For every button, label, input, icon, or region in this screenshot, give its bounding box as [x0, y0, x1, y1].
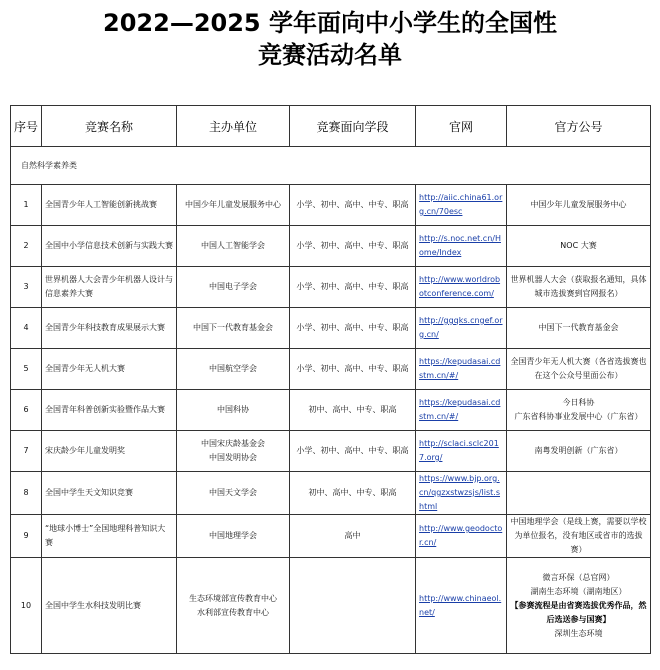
table-row — [11, 308, 651, 349]
competition-name: 全国青少年科技教育成果展示大赛 — [42, 308, 177, 349]
table-row — [11, 267, 651, 308]
official-account: NOC 大赛 — [507, 226, 651, 267]
row-number: 4 — [11, 308, 42, 349]
website-link[interactable]: https://kepudasai.cdstm.cn/#/ — [419, 357, 501, 380]
organizer: 中国人工智能学会 — [177, 226, 290, 267]
official-account — [507, 390, 651, 431]
organizer: 中国地理学会 — [177, 515, 290, 558]
website-link[interactable]: http://aiic.china61.org.cn/70esc — [419, 193, 503, 216]
organizer — [177, 558, 290, 654]
stage: 小学、初中、高中、中专、职高 — [290, 431, 416, 472]
official-account: 中国少年儿童发展服务中心 — [507, 185, 651, 226]
account-line: 今日科协 — [562, 398, 595, 407]
website-cell — [416, 558, 507, 654]
account-line: 深圳生态环境 — [554, 628, 603, 638]
organizer-line: 生态环境部宣传教育中心 — [189, 593, 277, 603]
header-account: 官方公号 — [507, 106, 651, 147]
document-title-line2: 竞赛活动名单 — [258, 41, 402, 69]
website-link[interactable]: http://www.geodoctor.cn/ — [419, 524, 503, 547]
official-account: 中国地理学会（是线上赛，需要以学校为单位报名，没有地区或省市的选拔赛） — [507, 515, 651, 558]
website-link[interactable]: http://www.worldrobotconference.com/ — [419, 275, 501, 298]
header-name: 竞赛名称 — [42, 106, 177, 147]
organizer — [177, 431, 290, 472]
organizer-line: 中国发明协会 — [209, 453, 257, 462]
organizer: 中国电子学会 — [177, 267, 290, 308]
stage: 小学、初中、高中、中专、职高 — [290, 308, 416, 349]
stage: 高中 — [290, 515, 416, 558]
competition-name: 全国中学生水科技发明比赛 — [42, 558, 177, 654]
stage: 小学、初中、高中、中专、职高 — [290, 267, 416, 308]
header-stage: 竞赛面向学段 — [290, 106, 416, 147]
table-row — [11, 226, 651, 267]
organizer: 中国天文学会 — [177, 472, 290, 515]
competition-name: “地球小博士”全国地理科普知识大赛 — [42, 515, 177, 558]
organizer: 中国下一代教育基金会 — [177, 308, 290, 349]
header-number: 序号 — [11, 106, 42, 147]
competition-name: 全国青少年人工智能创新挑战赛 — [42, 185, 177, 226]
table-row — [11, 390, 651, 431]
website-cell — [416, 431, 507, 472]
stage: 小学、初中、高中、中专、职高 — [290, 185, 416, 226]
competition-name: 宋庆龄少年儿童发明奖 — [42, 431, 177, 472]
row-number: 8 — [11, 472, 42, 515]
row-number: 10 — [11, 558, 42, 654]
stage: 小学、初中、高中、中专、职高 — [290, 349, 416, 390]
stage: 小学、初中、高中、中专、职高 — [290, 226, 416, 267]
website-link[interactable]: https://www.bjp.org.cn/qgzxstwzsjs/list.shtml — [419, 474, 501, 511]
row-number: 6 — [11, 390, 42, 431]
website-cell — [416, 349, 507, 390]
row-number: 1 — [11, 185, 42, 226]
table-row — [11, 558, 651, 654]
table-row — [11, 431, 651, 472]
header-website: 官网 — [416, 106, 507, 147]
table-row — [11, 472, 651, 515]
organizer-line: 水利部宣传教育中心 — [197, 607, 269, 617]
table-row — [11, 515, 651, 558]
organizer: 中国科协 — [177, 390, 290, 431]
competition-name: 全国中小学信息技术创新与实践大赛 — [42, 226, 177, 267]
table-row — [11, 185, 651, 226]
official-account: 全国青少年无人机大赛（各省选拔赛也在这个公众号里面公布） — [507, 349, 651, 390]
account-line: 微言环保（总官网） — [542, 572, 615, 582]
category-label: 自然科学素养类 — [11, 147, 651, 185]
website-link[interactable]: http://ggqks.cngef.org.cn/ — [419, 316, 503, 339]
table-row — [11, 349, 651, 390]
official-account — [507, 472, 651, 515]
organizer-line: 中国宋庆龄基金会 — [201, 439, 265, 448]
competition-name: 全国青少年无人机大赛 — [42, 349, 177, 390]
website-cell — [416, 472, 507, 515]
account-line: 湖南生态环境（湖南地区） — [530, 586, 627, 596]
competition-name: 全国青年科普创新实验暨作品大赛 — [42, 390, 177, 431]
competition-table — [10, 105, 651, 654]
table-header-row — [11, 106, 651, 147]
competition-name: 全国中学生天文知识竞赛 — [42, 472, 177, 515]
website-cell — [416, 308, 507, 349]
account-line: 【参赛流程是由省赛选拔优秀作品，然后选送参与国赛】 — [510, 600, 647, 624]
website-link[interactable]: https://kepudasai.cdstm.cn/#/ — [419, 398, 501, 421]
website-cell — [416, 390, 507, 431]
website-cell — [416, 515, 507, 558]
competition-name: 世界机器人大会青少年机器人设计与信息素养大赛 — [42, 267, 177, 308]
organizer: 中国航空学会 — [177, 349, 290, 390]
website-cell — [416, 267, 507, 308]
row-number: 5 — [11, 349, 42, 390]
row-number: 3 — [11, 267, 42, 308]
row-number: 2 — [11, 226, 42, 267]
official-account: 中国下一代教育基金会 — [507, 308, 651, 349]
header-organizer: 主办单位 — [177, 106, 290, 147]
stage: 初中、高中、中专、职高 — [290, 390, 416, 431]
organizer: 中国少年儿童发展服务中心 — [177, 185, 290, 226]
website-link[interactable]: http://sclaci.sclc2017.org/ — [419, 439, 499, 462]
row-number: 7 — [11, 431, 42, 472]
stage — [290, 558, 416, 654]
official-account: 南粤发明创新（广东省） — [507, 431, 651, 472]
row-number: 9 — [11, 515, 42, 558]
official-account: 世界机器人大会（获取报名通知，具体城市选拔赛到官网报名） — [507, 267, 651, 308]
website-cell — [416, 185, 507, 226]
website-cell — [416, 226, 507, 267]
category-row — [11, 147, 651, 185]
official-account — [507, 558, 651, 654]
website-link[interactable]: http://s.noc.net.cn/Home/Index — [419, 234, 501, 257]
website-link[interactable]: http://www.chinaeol.net/ — [419, 593, 502, 617]
account-line: 广东省科协事业发展中心（广东省） — [514, 412, 643, 421]
stage: 初中、高中、中专、职高 — [290, 472, 416, 515]
document-title-line1: 2022—2025 学年面向中小学生的全国性 — [103, 9, 557, 37]
